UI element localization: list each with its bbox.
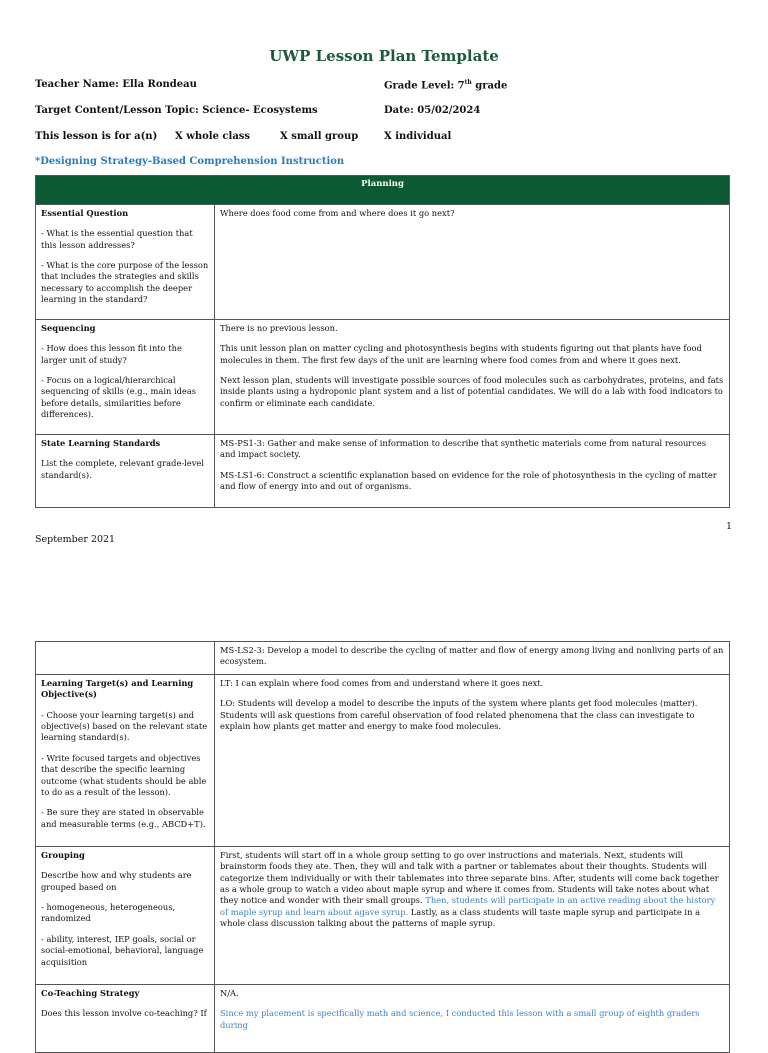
row-prompt: - What is the essential question that this lesson addresses? bbox=[41, 228, 193, 250]
row-title: State Learning Standards bbox=[41, 438, 161, 448]
row-title: Grouping bbox=[41, 850, 85, 860]
planning-table-page1 bbox=[35, 175, 730, 508]
table-row bbox=[36, 205, 730, 320]
strategy-link[interactable]: *Designing Strategy-Based Comprehension Instruction bbox=[35, 156, 345, 167]
answer-text: This unit lesson plan on matter cycling and photosynthesis begins with students figuring out that plants have food molecules in them. The first few days of the unit are learning where food comes from and where it goes next. bbox=[220, 343, 702, 365]
answer-text: LO: Students will develop a model to describe the inputs of the system where plants get food molecules (matter). Students will ask questions from careful observation of food related phenomena that the class can investigate to explain how plants get matter and energy to make food molecules. bbox=[220, 698, 698, 732]
highlighted-text: Then, students will participate in an active reading about the history of maple syrup and learn about agave syrup. bbox=[220, 895, 716, 917]
option-small-group: X small group bbox=[280, 131, 359, 142]
answer-text: There is no previous lesson. bbox=[220, 323, 338, 333]
row-prompt: Does this lesson involve co-teaching? If bbox=[41, 1008, 207, 1019]
standards-answer bbox=[215, 435, 730, 508]
option-whole-class: X whole class bbox=[175, 131, 251, 142]
option-individual: X individual bbox=[384, 131, 452, 142]
page-number: 1 bbox=[726, 521, 733, 532]
coteaching-answer bbox=[215, 985, 730, 1053]
row-prompt: - Write focused targets and objectives that describe the specific learning outcome (what students should be able to do as a result of the lesson). bbox=[41, 752, 207, 797]
answer-text: MS-PS1-3: Gather and make sense of information to describe that synthetic materials come from natural resources and impact society. bbox=[220, 438, 707, 460]
lesson-date: Date: 05/02/2024 bbox=[384, 105, 481, 116]
sequencing-cell bbox=[36, 320, 215, 435]
sequencing-answer bbox=[215, 320, 730, 435]
row-prompt: - Choose your learning target(s) and objective(s) based on the relevant state learning standard(s). bbox=[41, 709, 208, 743]
row-prompt: Describe how and why students are grouped based on bbox=[41, 870, 192, 892]
grouping-answer bbox=[215, 847, 730, 985]
row-prompt: - homogeneous, heterogeneous, randomized bbox=[41, 902, 176, 924]
essential-question-answer bbox=[215, 205, 730, 320]
teacher-name: Teacher Name: Ella Rondeau bbox=[35, 79, 197, 90]
answer-text: Since my placement is specifically math and science, I conducted this lesson with a small group of eighth graders during bbox=[220, 1008, 700, 1030]
standards-cell bbox=[36, 435, 215, 508]
table-row bbox=[36, 320, 730, 435]
answer-text: N/A. bbox=[220, 988, 239, 998]
row-prompt: List the complete, relevant grade-level standard(s). bbox=[41, 458, 204, 480]
answer-text: LT: I can explain where food comes from and understand where it goes next. bbox=[220, 678, 544, 688]
grouping-cell bbox=[36, 847, 215, 985]
lesson-for-label: This lesson is for a(n) bbox=[35, 131, 158, 142]
row-title: Co-Teaching Strategy bbox=[41, 988, 140, 998]
table-row bbox=[36, 847, 730, 985]
row-prompt: - ability, interest, IEP goals, social or social-emotional, behavioral, language acquisition bbox=[41, 933, 204, 967]
standards-continued-label bbox=[36, 642, 215, 675]
row-prompt: - How does this lesson fit into the larger unit of study? bbox=[41, 343, 182, 365]
table-row bbox=[36, 675, 730, 847]
learning-targets-answer bbox=[215, 675, 730, 847]
learning-targets-cell bbox=[36, 675, 215, 847]
row-title: Essential Question bbox=[41, 208, 129, 218]
planning-table-page2 bbox=[35, 641, 730, 1053]
table-row bbox=[36, 642, 730, 675]
row-prompt: - Focus on a logical/hierarchical sequencing of skills (e.g., main ideas before details, similarities before differences). bbox=[41, 375, 197, 420]
lesson-topic: Target Content/Lesson Topic: Science- Ecosystems bbox=[35, 105, 318, 116]
document-title: UWP Lesson Plan Template bbox=[269, 47, 499, 65]
row-prompt: - Be sure they are stated in observable and measurable terms (e.g., ABCD+T). bbox=[41, 807, 206, 829]
planning-header: Planning bbox=[36, 176, 730, 205]
answer-text: Where does food come from and where does it go next? bbox=[220, 208, 455, 218]
coteaching-cell bbox=[36, 985, 215, 1053]
row-title: Learning Target(s) and Learning Objective(s) bbox=[41, 678, 194, 700]
answer-text: First, students will start off in a whole group setting to go over instructions and materials. Next, students will brainstorm foods they ate. Then, they will and talk with a partner or tablemates about their thoughts. Students will categorize them individually or with their tablemates into three separate bins. After, students will come back together as a whole group to watch a video about maple syrup and where it comes from. Students will take notes about what they notice and wonder with their small groups. Then, students will participate in an active reading about the history of maple syrup and learn about agave syrup. Lastly, as a class students will taste maple syrup and participate in a whole class discussion talking about the patterns of maple syrup. bbox=[220, 850, 719, 929]
standards-continued-answer bbox=[215, 642, 730, 675]
row-prompt: - What is the core purpose of the lesson that includes the strategies and skills necessary to accomplish the deeper learning in the standard? bbox=[41, 260, 209, 305]
row-title: Sequencing bbox=[41, 323, 96, 333]
essential-question-cell bbox=[36, 205, 215, 320]
answer-text: Next lesson plan, students will investigate possible sources of food molecules such as carbohydrates, proteins, and fats inside plants using a hydroponic plant system and a list of potential candidates. We will do a lab with food indicators to confirm or eliminate each candidate. bbox=[220, 375, 724, 408]
answer-text: MS-LS1-6: Construct a scientific explanation based on evidence for the role of photosynthesis in the cycling of matter and flow of energy into and out of organisms. bbox=[220, 469, 717, 492]
table-row bbox=[36, 435, 730, 508]
answer-text: MS-LS2-3: Develop a model to describe the cycling of matter and flow of energy among living and nonliving parts of an ecosystem. bbox=[220, 645, 724, 667]
grade-level: Grade Level: 7th grade bbox=[384, 79, 508, 92]
table-row bbox=[36, 985, 730, 1053]
page-footer: September 2021 bbox=[35, 534, 116, 545]
